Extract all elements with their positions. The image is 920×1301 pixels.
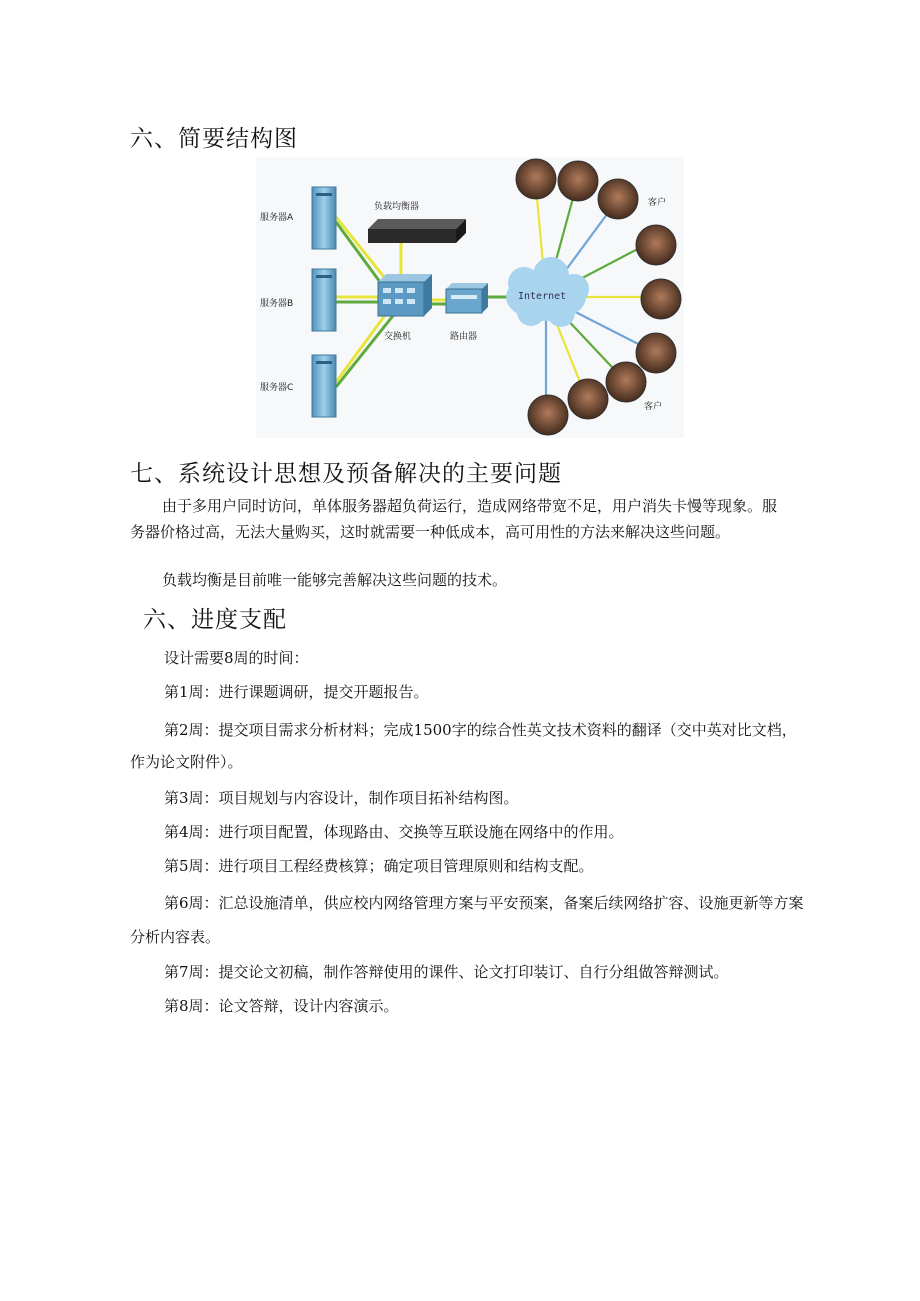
- schedule-week-1: 第1周：进行课题调研，提交开题报告。: [164, 683, 429, 701]
- schedule-week-8: 第8周：论文答辩，设计内容演示。: [164, 997, 399, 1015]
- client-avatar-icon: [606, 362, 646, 402]
- client-avatar-icon: [636, 333, 676, 373]
- design-paragraph-1: 由于多用户同时访问，单体服务器超负荷运行，造成网络带宽不足，用户消失卡慢等现象。服务器价格过高，无法大量购买，这时就需要一种低成本，高可用性的方法来解决这些问题。: [130, 497, 778, 541]
- router-icon: [446, 283, 488, 313]
- client-avatar-icon: [598, 179, 638, 219]
- section-title-schedule: 六、进度支配: [143, 607, 287, 633]
- label-server-b: 服务器B: [260, 299, 294, 309]
- section-title-structure: 六、简要结构图: [130, 126, 298, 152]
- schedule-intro: 设计需要8周的时间：: [164, 649, 309, 667]
- schedule-week-6: 第6周：汇总设施清单，供应校内网络管理方案与平安预案，备案后续网络扩容、设施更新等方案分析内容表。: [130, 894, 804, 946]
- client-avatar-icon: [528, 395, 568, 435]
- client-avatar-icon: [558, 161, 598, 201]
- client-avatar-icon: [641, 279, 681, 319]
- schedule-week-2: 第2周：提交项目需求分析材料；完成1500字的综合性英文技术资料的翻译（交中英对比文档，作为论文附件）。: [130, 721, 797, 771]
- label-internet: Internet: [518, 291, 567, 302]
- label-server-c: 服务器C: [260, 383, 294, 393]
- server-a-icon: [312, 187, 336, 249]
- network-structure-diagram: [256, 157, 684, 438]
- label-client-top: 客户: [648, 198, 667, 208]
- schedule-week-7: 第7周：提交论文初稿，制作答辩使用的课件、论文打印装订、自行分组做答辩测试。: [164, 963, 729, 981]
- label-server-a: 服务器A: [260, 213, 294, 223]
- label-switch: 交换机: [384, 332, 412, 342]
- design-paragraph-2: 负载均衡是目前唯一能够完善解决这些问题的技术。: [162, 571, 508, 589]
- server-b-icon: [312, 269, 336, 331]
- label-client-bottom: 客户: [644, 402, 663, 412]
- schedule-week-4: 第4周：进行项目配置，体现路由、交换等互联设施在网络中的作用。: [164, 823, 624, 841]
- client-avatar-icon: [568, 379, 608, 419]
- client-avatar-icon: [636, 225, 676, 265]
- section-title-design: 七、系统设计思想及预备解决的主要问题: [130, 461, 562, 487]
- label-router: 路由器: [450, 332, 478, 342]
- switch-icon: [378, 274, 432, 316]
- schedule-week-3: 第3周：项目规划与内容设计，制作项目拓补结构图。: [164, 789, 519, 807]
- load-balancer-icon: [368, 219, 466, 243]
- server-c-icon: [312, 355, 336, 417]
- client-avatar-icon: [516, 159, 556, 199]
- label-load-balancer: 负载均衡器: [374, 202, 420, 212]
- schedule-week-5: 第5周：进行项目工程经费核算；确定项目管理原则和结构支配。: [164, 857, 594, 875]
